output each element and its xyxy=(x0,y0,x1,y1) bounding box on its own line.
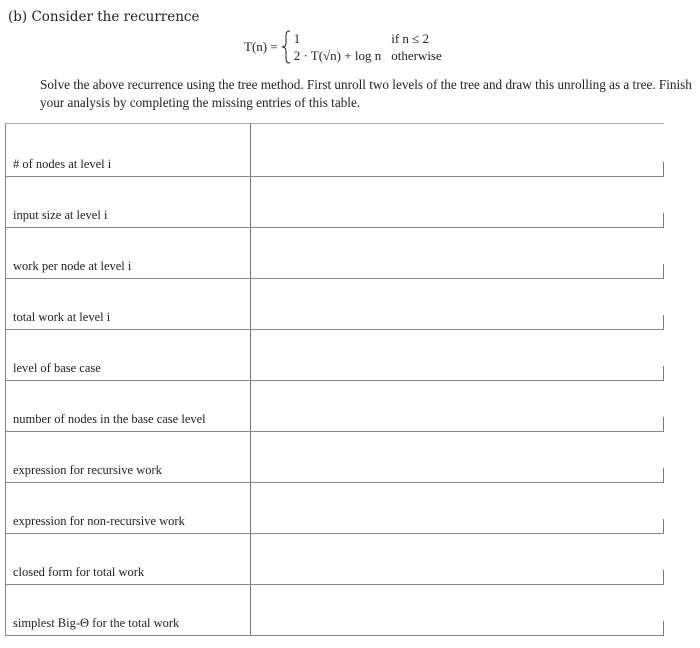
row-label: level of base case xyxy=(13,361,101,375)
table-border xyxy=(5,585,6,635)
case2-condition: otherwise xyxy=(391,48,442,63)
row-label: # of nodes at level i xyxy=(13,157,112,171)
answer-cell[interactable] xyxy=(250,330,664,380)
row-label: total work at level i xyxy=(13,310,111,324)
table-row xyxy=(5,585,664,636)
answer-cell[interactable] xyxy=(250,585,664,635)
table-row xyxy=(5,432,664,483)
table-border xyxy=(663,366,664,380)
table-border xyxy=(5,228,6,278)
table-border xyxy=(5,534,6,584)
table-border xyxy=(663,213,664,227)
answer-cell[interactable] xyxy=(250,483,664,533)
table-border xyxy=(5,177,6,227)
table-border xyxy=(663,264,664,278)
answer-cell[interactable] xyxy=(250,228,664,278)
table-border xyxy=(5,483,6,533)
table-border xyxy=(663,162,664,176)
case1-condition: if n ≤ 2 xyxy=(391,31,430,46)
table-row xyxy=(5,483,664,534)
analysis-table xyxy=(5,123,664,636)
table-row xyxy=(5,177,664,228)
answer-cell[interactable] xyxy=(250,124,664,176)
table-border xyxy=(5,381,6,431)
answer-cell[interactable] xyxy=(250,432,664,482)
table-row xyxy=(5,228,664,279)
table-border xyxy=(5,432,6,482)
case2-value: 2 · T(√n) + log n xyxy=(293,48,382,63)
table-row xyxy=(5,123,664,177)
row-label: simplest Big-Θ for the total work xyxy=(13,616,180,630)
table-border xyxy=(663,417,664,431)
table-border xyxy=(5,124,6,176)
table-border xyxy=(663,315,664,329)
table-border xyxy=(663,621,664,635)
row-label: work per node at level i xyxy=(13,259,132,273)
table-border xyxy=(663,570,664,584)
answer-cell[interactable] xyxy=(250,534,664,584)
case1-value: 1 xyxy=(293,31,301,46)
table-border xyxy=(663,519,664,533)
table-row xyxy=(5,381,664,432)
recurrence-cases xyxy=(294,31,442,63)
table-border xyxy=(5,279,6,329)
table-row xyxy=(5,534,664,585)
row-label: expression for recursive work xyxy=(13,463,162,477)
row-label: input size at level i xyxy=(13,208,108,222)
row-label: number of nodes in the base case level xyxy=(13,412,206,426)
answer-cell[interactable] xyxy=(250,381,664,431)
table-row xyxy=(5,279,664,330)
brace xyxy=(281,30,291,64)
answer-cell[interactable] xyxy=(250,279,664,329)
row-label: expression for non-recursive work xyxy=(13,514,185,528)
answer-cell[interactable] xyxy=(250,177,664,227)
table-border xyxy=(663,468,664,482)
recurrence-lhs: T(n) = xyxy=(244,39,278,54)
row-label: closed form for total work xyxy=(13,565,145,579)
recurrence-equation xyxy=(244,30,442,64)
table-row xyxy=(5,330,664,381)
question-heading: (b) Consider the recurrence xyxy=(8,9,200,25)
instructions: Solve the above recurrence using the tree method. First unroll two levels of the tree and draw this unrolling as a tree. Finish your analysis by completing the missing entries of this table. xyxy=(40,77,692,110)
table-border xyxy=(5,330,6,380)
